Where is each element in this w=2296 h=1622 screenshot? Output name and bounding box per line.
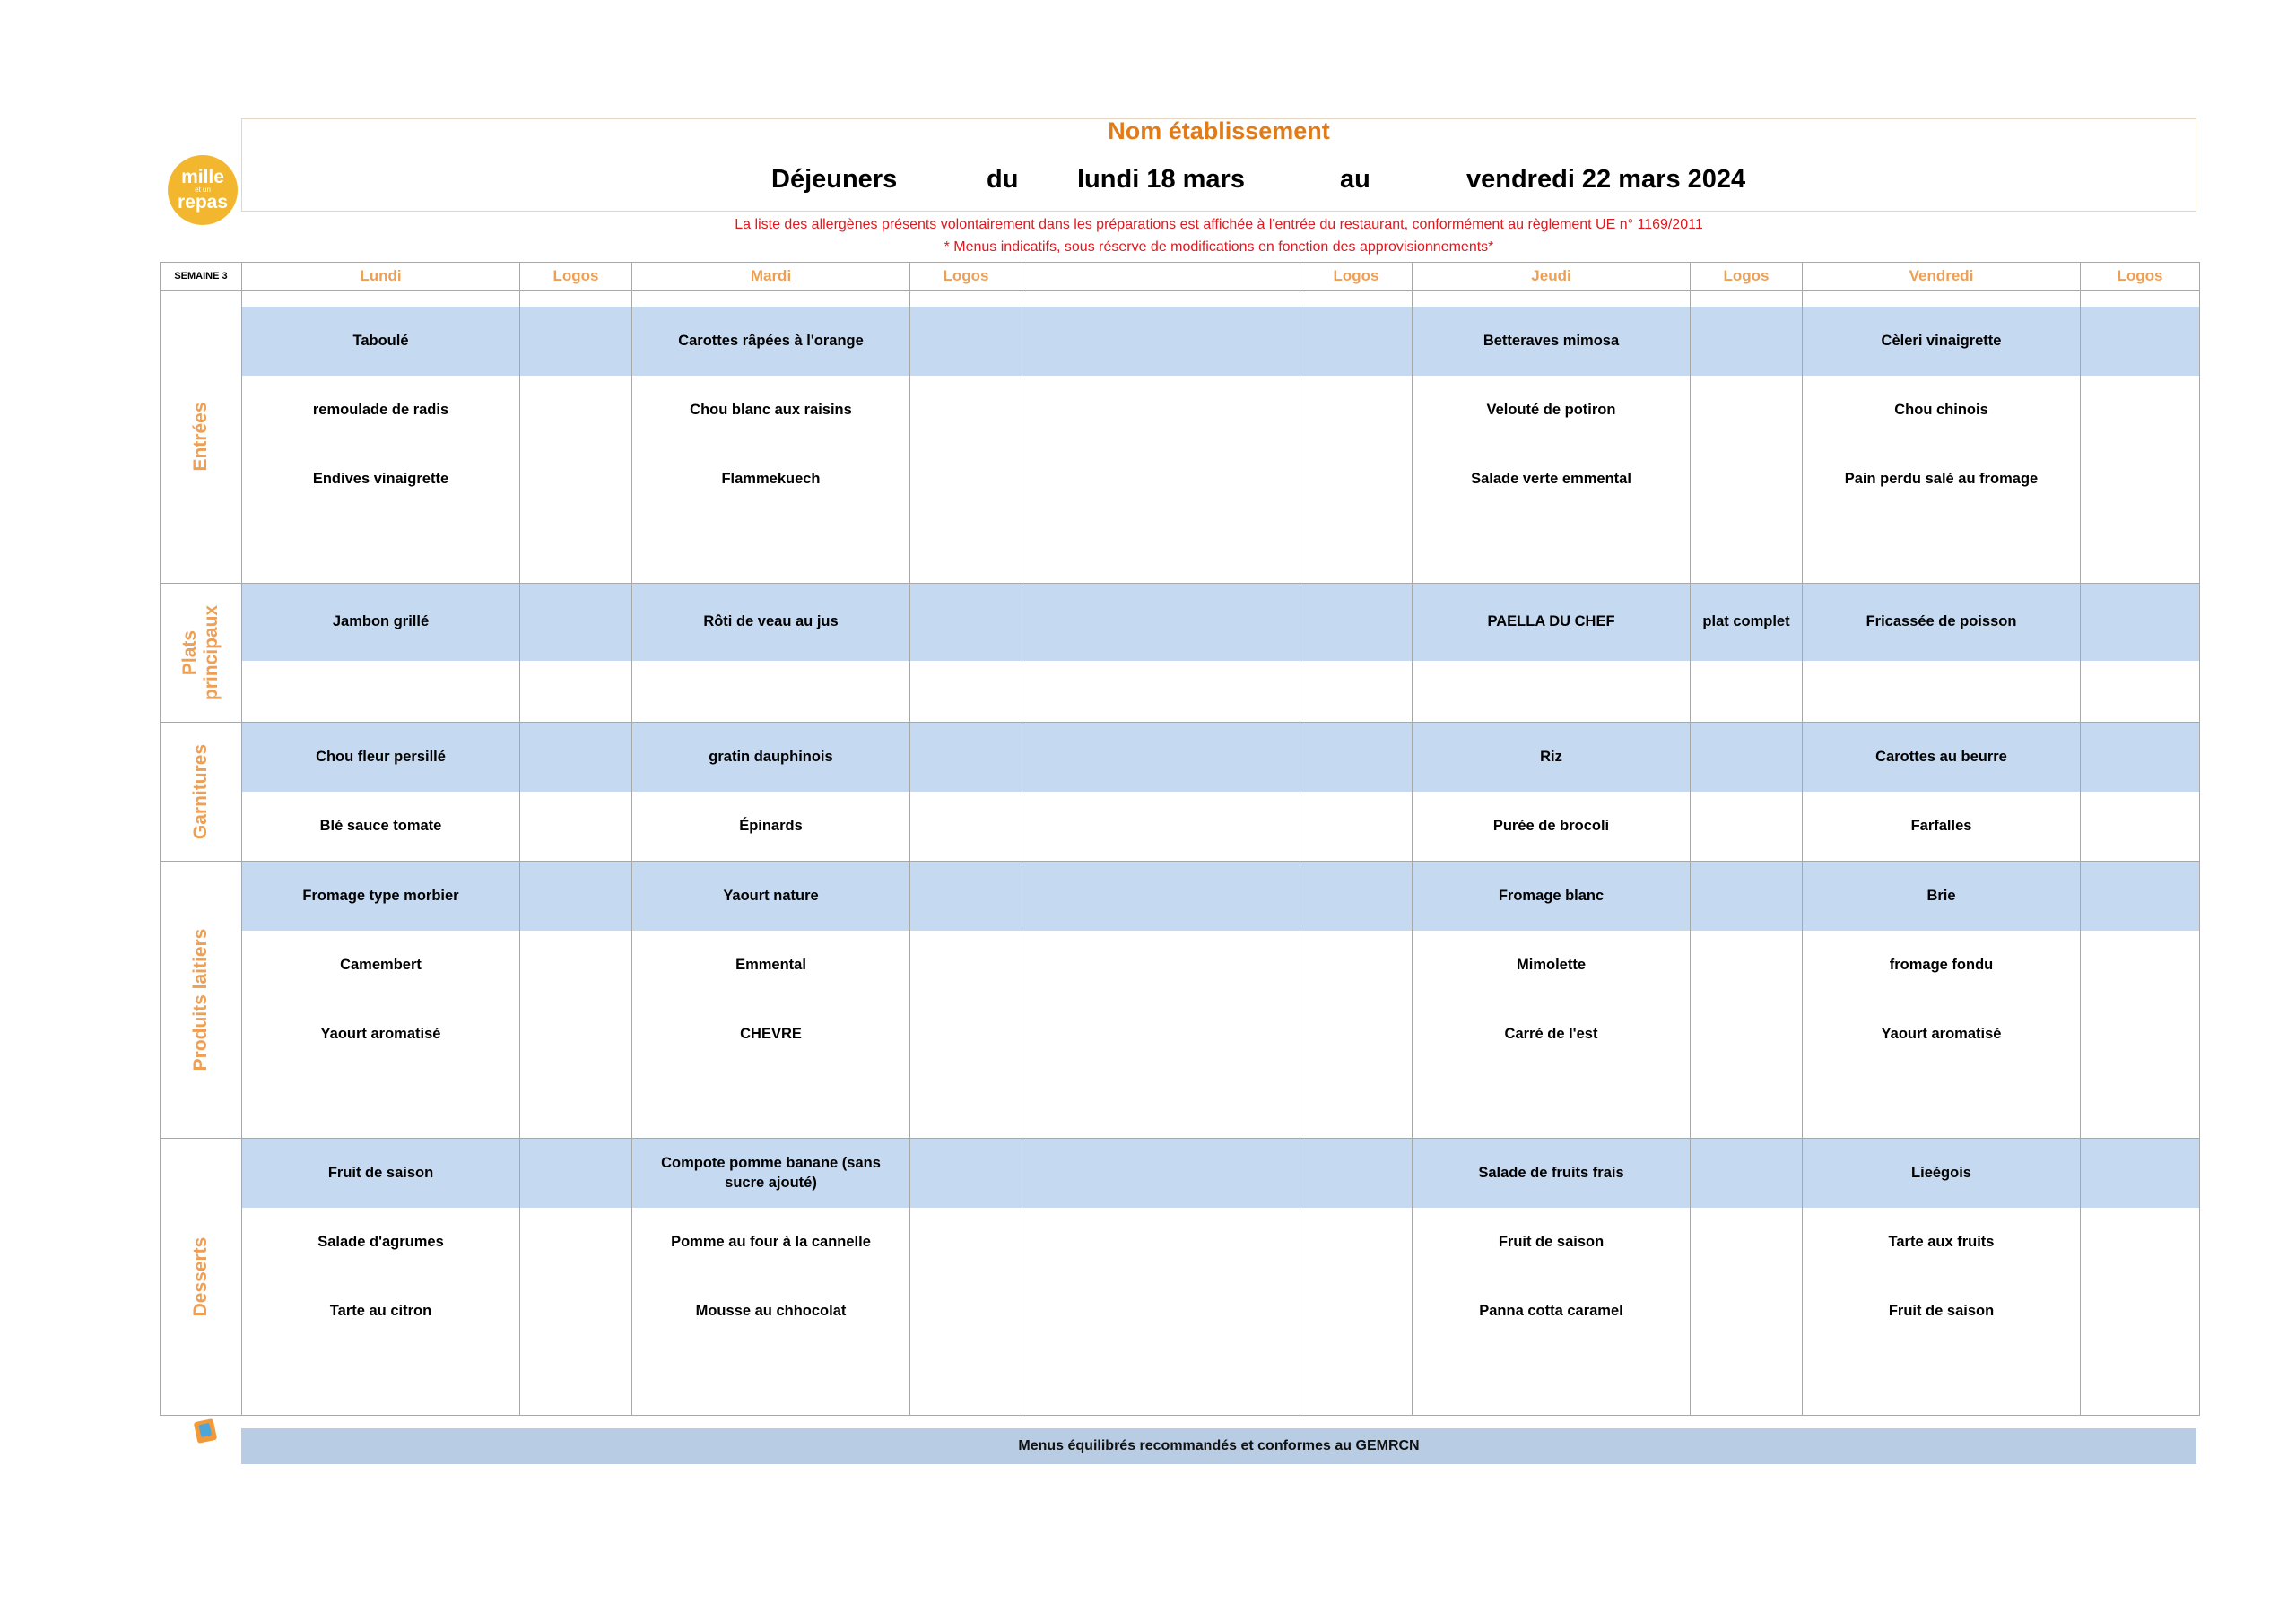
dish: Carré de l'est bbox=[1504, 1025, 1598, 1042]
empty-slot bbox=[2081, 862, 2199, 931]
logo-label bbox=[1691, 1069, 1802, 1138]
weekly-menu-table bbox=[160, 262, 2200, 1416]
logo-cell bbox=[910, 1139, 1022, 1416]
empty-slot bbox=[1300, 1069, 1412, 1138]
dish: Jambon grillé bbox=[242, 584, 519, 661]
empty-slot bbox=[1022, 723, 1300, 792]
dish: Fruit de saison bbox=[1498, 1233, 1605, 1250]
logo-cell bbox=[1300, 862, 1413, 1139]
empty-slot bbox=[1022, 376, 1300, 445]
logo-label bbox=[1691, 862, 1802, 931]
logo-cell bbox=[1300, 1139, 1413, 1416]
dish: Chou fleur persillé bbox=[242, 723, 519, 792]
dish bbox=[1413, 1069, 1690, 1138]
empty-slot bbox=[520, 792, 631, 861]
logo-cell bbox=[910, 862, 1022, 1139]
empty-slot bbox=[1300, 307, 1412, 376]
day-cell bbox=[242, 1139, 520, 1416]
category-row bbox=[161, 584, 2200, 723]
dish: Fruit de saison bbox=[1888, 1302, 1995, 1319]
dish bbox=[632, 1346, 909, 1415]
dish bbox=[1803, 514, 2080, 583]
logo-cell bbox=[910, 291, 1022, 584]
empty-slot bbox=[2081, 723, 2199, 792]
meal-label: Déjeuners bbox=[771, 165, 898, 194]
logo-cell bbox=[520, 584, 632, 723]
dish: Camembert bbox=[340, 956, 422, 973]
dish: Cèleri vinaigrette bbox=[1803, 307, 2080, 376]
logo-line-2: et un bbox=[195, 186, 211, 195]
dish bbox=[632, 1069, 909, 1138]
empty-slot bbox=[910, 1208, 1022, 1277]
start-date: lundi 18 mars bbox=[1077, 165, 1245, 194]
empty-slot bbox=[1300, 792, 1412, 861]
empty-slot bbox=[1022, 1346, 1300, 1415]
logo-cell bbox=[2081, 291, 2200, 584]
empty-slot bbox=[910, 514, 1022, 583]
dish: Lieégois bbox=[1803, 1139, 2080, 1208]
empty-slot bbox=[2081, 1000, 2199, 1069]
dish: Flammekuech bbox=[721, 470, 821, 487]
dish bbox=[242, 1346, 519, 1415]
day-cell bbox=[242, 862, 520, 1139]
dish: Mimolette bbox=[1516, 956, 1586, 973]
day-header-jeudi: Jeudi bbox=[1413, 263, 1691, 291]
category-row bbox=[161, 1139, 2200, 1416]
end-date: vendredi 22 mars 2024 bbox=[1466, 165, 1746, 194]
footer-text: Menus équilibrés recommandés et conformes au GEMRCN bbox=[1018, 1438, 1420, 1453]
category-label: Desserts bbox=[189, 1236, 211, 1317]
empty-slot bbox=[910, 792, 1022, 861]
week-label: SEMAINE 3 bbox=[161, 263, 242, 291]
dish: Fromage type morbier bbox=[242, 862, 519, 931]
dish bbox=[1413, 1346, 1690, 1415]
day-cell bbox=[242, 291, 520, 584]
logo-label bbox=[1691, 307, 1802, 376]
empty-slot bbox=[520, 584, 631, 661]
logos-column-header: Logos bbox=[1300, 263, 1413, 291]
empty-slot bbox=[520, 1208, 631, 1277]
day-cell bbox=[1022, 584, 1300, 723]
empty-slot bbox=[1022, 862, 1300, 931]
empty-slot bbox=[910, 376, 1022, 445]
empty-slot bbox=[910, 1277, 1022, 1346]
empty-slot bbox=[2081, 931, 2199, 1000]
logo-cell bbox=[910, 584, 1022, 723]
dish: Chou blanc aux raisins bbox=[690, 401, 852, 418]
logo-label bbox=[1691, 1346, 1802, 1415]
category-row bbox=[161, 862, 2200, 1139]
empty-slot bbox=[520, 445, 631, 514]
logo-cell bbox=[1691, 584, 1803, 723]
category-label: Entrées bbox=[189, 402, 211, 472]
day-cell bbox=[1803, 1139, 2081, 1416]
day-cell bbox=[1413, 723, 1691, 862]
mille-et-un-repas-logo bbox=[168, 155, 238, 225]
dish: Emmental bbox=[735, 956, 806, 973]
day-cell bbox=[632, 723, 910, 862]
empty-slot bbox=[1022, 514, 1300, 583]
category-cell bbox=[161, 1139, 242, 1416]
dish: Tarte aux fruits bbox=[1888, 1233, 1995, 1250]
empty-slot bbox=[2081, 376, 2199, 445]
category-cell bbox=[161, 723, 242, 862]
empty-slot bbox=[2081, 514, 2199, 583]
empty-slot bbox=[1022, 307, 1300, 376]
dish: gratin dauphinois bbox=[632, 723, 909, 792]
category-label: Plats principaux bbox=[178, 604, 222, 701]
dish bbox=[1803, 1069, 2080, 1138]
empty-slot bbox=[1022, 1069, 1300, 1138]
day-cell bbox=[1803, 723, 2081, 862]
logo-label bbox=[1691, 514, 1802, 583]
logo-label bbox=[1691, 931, 1802, 1000]
empty-slot bbox=[2081, 1208, 2199, 1277]
day-cell bbox=[1022, 862, 1300, 1139]
empty-slot bbox=[2081, 1139, 2199, 1208]
dish: PAELLA DU CHEF bbox=[1413, 584, 1690, 661]
empty-slot bbox=[2081, 1346, 2199, 1415]
dish: Endives vinaigrette bbox=[312, 470, 449, 487]
empty-slot bbox=[2081, 661, 2199, 722]
day-cell bbox=[1022, 291, 1300, 584]
empty-slot bbox=[2081, 1069, 2199, 1138]
empty-slot bbox=[910, 307, 1022, 376]
day-cell bbox=[242, 723, 520, 862]
logos-column-header: Logos bbox=[520, 263, 632, 291]
logo-line-3: repas bbox=[177, 191, 229, 213]
empty-slot bbox=[1022, 445, 1300, 514]
dish: Betteraves mimosa bbox=[1413, 307, 1690, 376]
category-cell bbox=[161, 584, 242, 723]
empty-slot bbox=[1300, 862, 1412, 931]
logo-cell bbox=[2081, 1139, 2200, 1416]
dish: CHEVRE bbox=[740, 1025, 802, 1042]
empty-slot bbox=[520, 307, 631, 376]
dish: Yaourt aromatisé bbox=[320, 1025, 441, 1042]
logo-cell bbox=[1691, 291, 1803, 584]
empty-slot bbox=[1022, 584, 1300, 661]
du-label: du bbox=[987, 165, 1019, 194]
au-label: au bbox=[1340, 165, 1370, 194]
empty-slot bbox=[910, 931, 1022, 1000]
empty-slot bbox=[1300, 1346, 1412, 1415]
empty-slot bbox=[520, 1139, 631, 1208]
empty-slot bbox=[2081, 307, 2199, 376]
empty-slot bbox=[1022, 931, 1300, 1000]
empty-slot bbox=[1300, 1000, 1412, 1069]
logo-label: plat complet bbox=[1691, 584, 1802, 661]
dish: Yaourt nature bbox=[632, 862, 909, 931]
day-cell bbox=[632, 584, 910, 723]
empty-slot bbox=[1300, 376, 1412, 445]
empty-slot bbox=[910, 1069, 1022, 1138]
dish: Riz bbox=[1413, 723, 1690, 792]
logo-cell bbox=[1691, 1139, 1803, 1416]
empty-slot bbox=[910, 1139, 1022, 1208]
footer-bar bbox=[241, 1428, 2196, 1464]
day-header-vendredi: Vendredi bbox=[1803, 263, 2081, 291]
logo-cell bbox=[1300, 291, 1413, 584]
empty-slot bbox=[520, 661, 631, 722]
empty-slot bbox=[910, 661, 1022, 722]
logo-cell bbox=[520, 1139, 632, 1416]
gemrcn-icon bbox=[194, 1418, 218, 1444]
empty-slot bbox=[520, 931, 631, 1000]
empty-slot bbox=[1300, 1208, 1412, 1277]
empty-slot bbox=[910, 723, 1022, 792]
empty-slot bbox=[1022, 792, 1300, 861]
allergen-note: La liste des allergènes présents volontairement dans les préparations est affichée à l'entrée du restaurant, conformément au règlement UE n° 1169/2011 bbox=[735, 217, 1703, 232]
empty-slot bbox=[1022, 1000, 1300, 1069]
day-cell bbox=[1413, 291, 1691, 584]
dish bbox=[242, 1069, 519, 1138]
empty-slot bbox=[910, 584, 1022, 661]
dish: Panna cotta caramel bbox=[1479, 1302, 1623, 1319]
category-label: Produits laitiers bbox=[189, 928, 211, 1071]
logo-cell bbox=[910, 723, 1022, 862]
logo-cell bbox=[520, 723, 632, 862]
dish: remoulade de radis bbox=[312, 401, 449, 418]
logo-label bbox=[1691, 1139, 1802, 1208]
dish: Salade verte emmental bbox=[1471, 470, 1631, 487]
empty-slot bbox=[910, 1346, 1022, 1415]
dish: Carottes râpées à l'orange bbox=[632, 307, 909, 376]
empty-slot bbox=[1300, 723, 1412, 792]
dish bbox=[1803, 1346, 2080, 1415]
logo-cell bbox=[2081, 862, 2200, 1139]
empty-slot bbox=[1300, 931, 1412, 1000]
establishment-name: Nom établissement bbox=[1108, 117, 1330, 144]
logo-cell bbox=[520, 862, 632, 1139]
logo-cell bbox=[1691, 862, 1803, 1139]
logo-label bbox=[1691, 661, 1802, 722]
empty-slot bbox=[1300, 1277, 1412, 1346]
dish: Fromage blanc bbox=[1413, 862, 1690, 931]
dish: Purée de brocoli bbox=[1492, 817, 1610, 834]
logo-label bbox=[1691, 376, 1802, 445]
logo-cell bbox=[520, 291, 632, 584]
dish: Salade de fruits frais bbox=[1413, 1139, 1690, 1208]
empty-slot bbox=[1300, 661, 1412, 722]
dish: Carottes au beurre bbox=[1803, 723, 2080, 792]
empty-slot bbox=[1300, 445, 1412, 514]
empty-slot bbox=[520, 514, 631, 583]
empty-slot bbox=[1022, 1277, 1300, 1346]
dish bbox=[1413, 661, 1690, 722]
logo-label bbox=[1691, 723, 1802, 792]
empty-slot bbox=[1300, 514, 1412, 583]
day-cell bbox=[1413, 862, 1691, 1139]
dish bbox=[242, 514, 519, 583]
logo-cell bbox=[1300, 723, 1413, 862]
dish bbox=[632, 514, 909, 583]
dish: Blé sauce tomate bbox=[319, 817, 442, 834]
day-cell bbox=[1413, 1139, 1691, 1416]
category-row bbox=[161, 291, 2200, 584]
empty-slot bbox=[1300, 584, 1412, 661]
empty-slot bbox=[2081, 1277, 2199, 1346]
day-cell bbox=[1803, 291, 2081, 584]
dish: Velouté de potiron bbox=[1486, 401, 1616, 418]
empty-slot bbox=[520, 1000, 631, 1069]
day-cell bbox=[1022, 1139, 1300, 1416]
day-cell bbox=[632, 862, 910, 1139]
logo-cell bbox=[1300, 584, 1413, 723]
day-cell bbox=[242, 584, 520, 723]
category-row bbox=[161, 723, 2200, 862]
dish: Compote pomme banane (sans sucre ajouté) bbox=[632, 1139, 909, 1208]
empty-slot bbox=[2081, 445, 2199, 514]
empty-slot bbox=[520, 723, 631, 792]
day-cell bbox=[1413, 584, 1691, 723]
dish bbox=[1803, 661, 2080, 722]
dish bbox=[242, 661, 519, 722]
category-cell bbox=[161, 862, 242, 1139]
empty-slot bbox=[910, 862, 1022, 931]
dish: fromage fondu bbox=[1889, 956, 1994, 973]
dish: Brie bbox=[1803, 862, 2080, 931]
dish: Farfalles bbox=[1910, 817, 1972, 834]
day-cell bbox=[1022, 723, 1300, 862]
logo-cell bbox=[1691, 723, 1803, 862]
empty-slot bbox=[520, 1069, 631, 1138]
empty-slot bbox=[910, 1000, 1022, 1069]
category-cell bbox=[161, 291, 242, 584]
empty-slot bbox=[520, 1346, 631, 1415]
day-header-lundi: Lundi bbox=[242, 263, 520, 291]
logo-label bbox=[1691, 445, 1802, 514]
logos-column-header: Logos bbox=[910, 263, 1022, 291]
empty-slot bbox=[910, 445, 1022, 514]
dish: Taboulé bbox=[242, 307, 519, 376]
logo-label bbox=[1691, 1208, 1802, 1277]
category-label: Garnitures bbox=[189, 743, 211, 840]
dish: Salade d'agrumes bbox=[317, 1233, 444, 1250]
logo-label bbox=[1691, 1000, 1802, 1069]
logos-column-header: Logos bbox=[2081, 263, 2200, 291]
logos-column-header: Logos bbox=[1691, 263, 1803, 291]
dish: Rôti de veau au jus bbox=[632, 584, 909, 661]
indicative-note: * Menus indicatifs, sous réserve de modifications en fonction des approvisionnements* bbox=[944, 239, 1494, 255]
empty-slot bbox=[1300, 1139, 1412, 1208]
logo-line-1: mille bbox=[181, 167, 224, 188]
logo-label bbox=[1691, 792, 1802, 861]
dish: Pomme au four à la cannelle bbox=[671, 1233, 871, 1250]
empty-slot bbox=[1022, 1208, 1300, 1277]
logo-cell bbox=[2081, 584, 2200, 723]
logo-cell bbox=[2081, 723, 2200, 862]
empty-slot bbox=[520, 1277, 631, 1346]
empty-day-header bbox=[1022, 263, 1300, 291]
day-cell bbox=[632, 291, 910, 584]
day-cell bbox=[632, 1139, 910, 1416]
empty-slot bbox=[2081, 584, 2199, 661]
empty-slot bbox=[520, 376, 631, 445]
dish bbox=[1413, 514, 1690, 583]
empty-slot bbox=[520, 862, 631, 931]
dish: Épinards bbox=[739, 817, 803, 834]
dish: Yaourt aromatisé bbox=[1881, 1025, 2002, 1042]
dish: Mousse au chhocolat bbox=[695, 1302, 847, 1319]
dish bbox=[632, 661, 909, 722]
day-header-mardi: Mardi bbox=[632, 263, 910, 291]
day-cell bbox=[1803, 584, 2081, 723]
empty-slot bbox=[1022, 661, 1300, 722]
empty-slot bbox=[2081, 792, 2199, 861]
dish: Fricassée de poisson bbox=[1803, 584, 2080, 661]
logo-label bbox=[1691, 1277, 1802, 1346]
dish: Chou chinois bbox=[1894, 401, 1988, 418]
dish: Pain perdu salé au fromage bbox=[1844, 470, 2039, 487]
empty-slot bbox=[1022, 1139, 1300, 1208]
dish: Fruit de saison bbox=[242, 1139, 519, 1208]
dish: Tarte au citron bbox=[329, 1302, 432, 1319]
table-header-row bbox=[161, 263, 2200, 291]
day-cell bbox=[1803, 862, 2081, 1139]
